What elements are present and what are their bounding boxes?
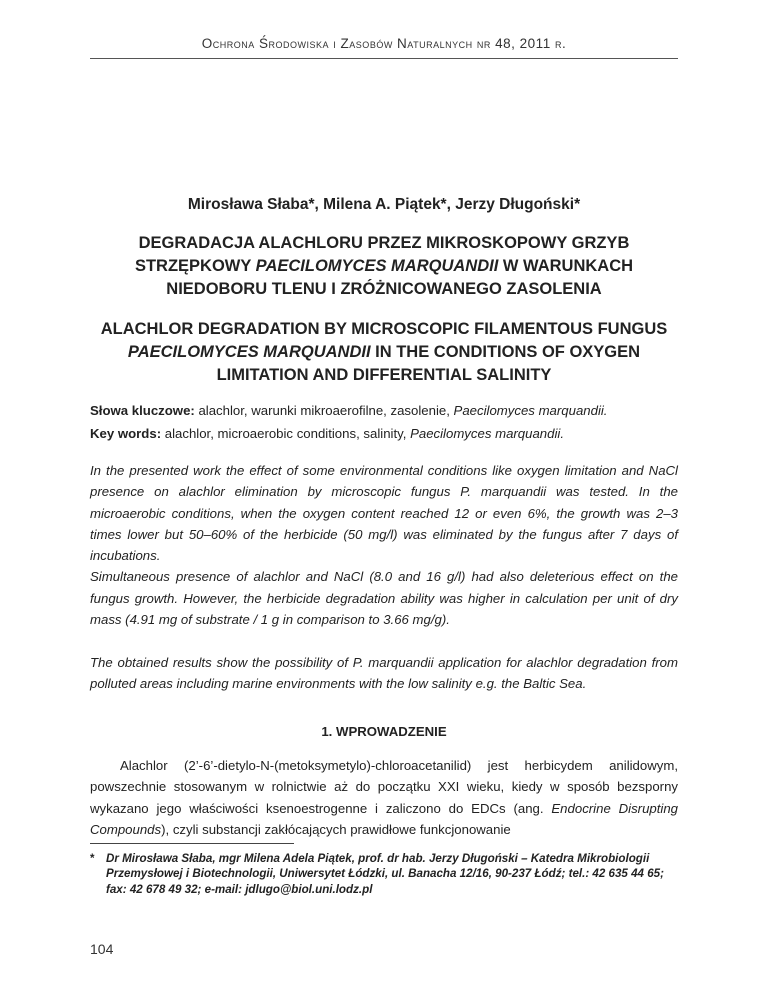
keywords-english — [90, 423, 678, 444]
footnote-text: Dr Mirosława Słaba, mgr Milena Adela Piątek, prof. dr hab. Jerzy Długoński – Katedra Mikrobiologii Przemysłowej i Biotechnologii, Uniwersytet Łódzki, ul. Banacha 12/16, 90-237 Łódź; tel.: 42 635 44 65; fax: 42 678 49 32; e-mail: jdlugo@biol.uni.lodz.pl — [106, 852, 664, 896]
keywords-polish-label: Słowa kluczowe: — [90, 403, 195, 418]
title-english-part1: ALACHLOR DEGRADATION BY MICROSCOPIC FILAMENTOUS FUNGUS — [100, 320, 668, 338]
title-english-part2: IN THE CONDITIONS OF OXYGEN LIMITATION AND DIFFERENTIAL SALINITY — [216, 343, 641, 384]
keywords-english-text: alachlor, microaerobic conditions, salinity, — [161, 426, 411, 441]
body-text-part2: ), czyli substancji zakłócających prawidłowe funkcjonowanie — [161, 821, 511, 837]
keywords-english-species: Paecilomyces marquandii. — [410, 426, 564, 441]
header-rule — [90, 58, 678, 59]
title-polish — [90, 232, 678, 301]
title-english — [90, 318, 678, 387]
title-polish-species: PAECILOMYCES MARQUANDII — [255, 257, 499, 275]
body-text-part1: Alachlor (2’-6’-dietylo-N-(metoksymetylo)-chloroacetanilid) jest herbicydem anilidowym, powszechnie stosowanym w rolnictwie aż do początku XXI wieku, kiedy w sposób bezsporny wykazano jego właściwości ksenoestrogenne i zaliczono do EDCs (ang. — [90, 758, 678, 816]
keywords-polish-species: Paecilomyces marquandii. — [453, 403, 608, 418]
title-english-species: PAECILOMYCES MARQUANDII — [127, 343, 371, 361]
section-heading: 1. WPROWADZENIE — [321, 724, 447, 739]
abstract-paragraph-1: In the presented work the effect of some environmental conditions like oxygen limitation and NaCl presence on alachlor elimination by microscopic fungus P. marquandii was tested. In the microaerobic conditions, when the oxygen content reached 12 or even 6%, the growth was 2–3 times lower but 50–60% of the herbicide (50 mg/l) was eliminated by the fungus after 7 days of incubations. — [90, 463, 678, 564]
keywords-polish — [90, 400, 678, 421]
footnote — [90, 851, 678, 897]
footnote-rule — [90, 843, 294, 844]
running-header: Ochrona Środowiska i Zasobów Naturalnych nr 48, 2011 r. — [201, 36, 567, 51]
keywords-polish-text: alachlor, warunki mikroaerofilne, zasolenie, — [194, 403, 454, 418]
abstract-block-1 — [90, 460, 678, 630]
abstract-block-2 — [90, 652, 678, 695]
abstract-paragraph-3: The obtained results show the possibility of P. marquandii application for alachlor degradation from polluted areas including marine environments with the low salinity e.g. the Baltic Sea. — [90, 655, 678, 692]
authors: Mirosława Słaba*, Milena A. Piątek*, Jerzy Długoński* — [187, 196, 581, 213]
title-polish-part2: W WARUNKACH NIEDOBORU TLENU I ZRÓŻNICOWANEGO ZASOLENIA — [166, 257, 634, 298]
title-polish-part1: DEGRADACJA ALACHLORU PRZEZ MIKROSKOPOWY GRZYB STRZĘPKOWY — [134, 234, 630, 275]
body-text-italic: Endocrine Disrupting Compounds — [90, 800, 678, 837]
abstract-paragraph-2: Simultaneous presence of alachlor and NaCl (8.0 and 16 g/l) had also deleterious effect on the fungus growth. However, the herbicide degradation ability was higher in calculation per unit of dry mass (4.91 mg of substrate / 1 g in comparison to 3.66 mg/g). — [90, 569, 678, 628]
footnote-mark: * — [90, 852, 95, 865]
page-number: 104 — [90, 941, 114, 957]
body-paragraph — [90, 755, 678, 840]
keywords-english-label: Key words: — [90, 426, 162, 441]
